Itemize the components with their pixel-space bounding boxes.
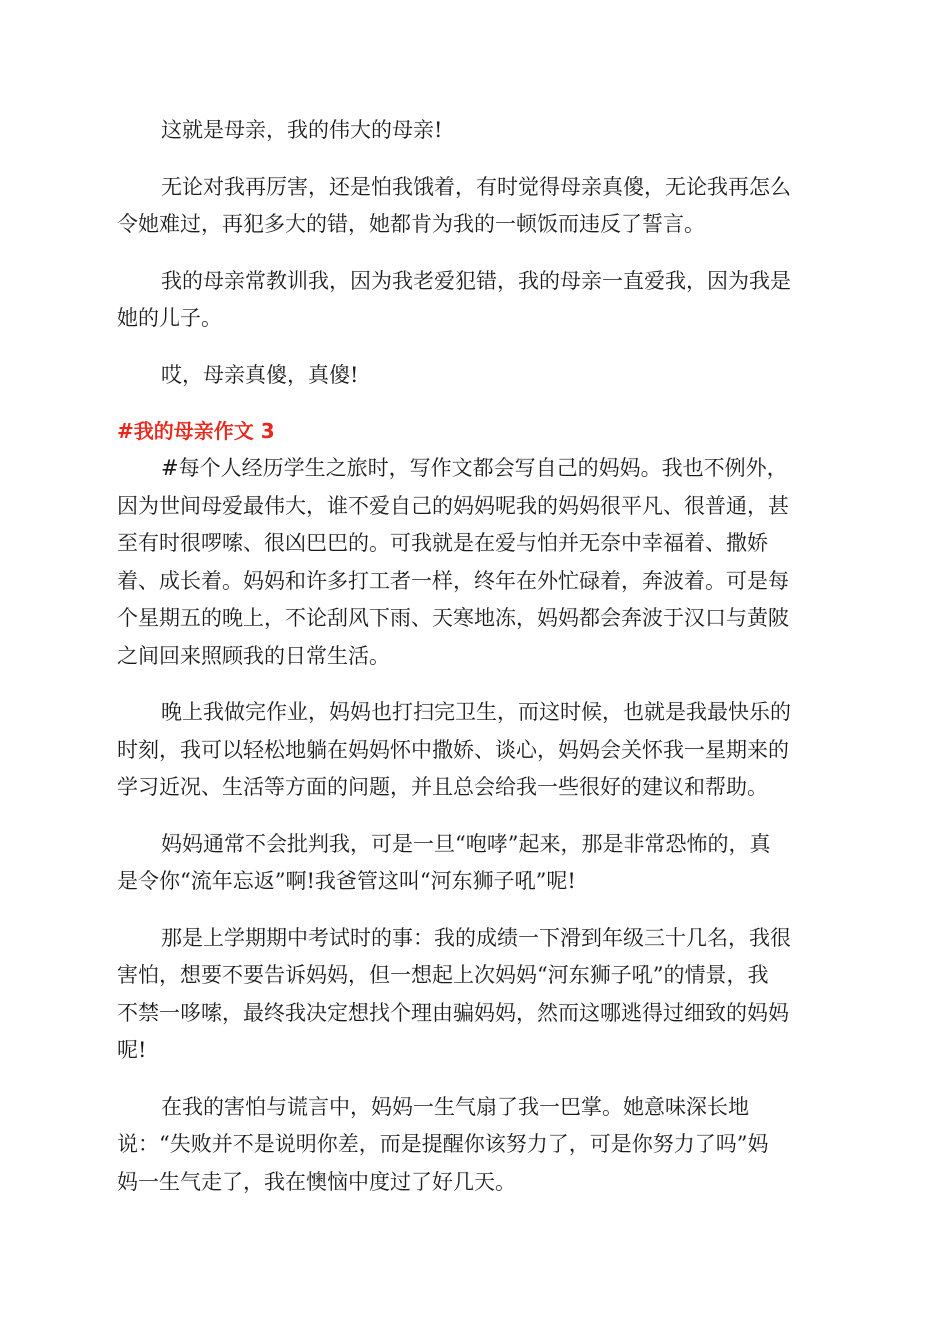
text-line: 她的儿子。 (117, 306, 222, 330)
text-line: 这就是母亲，我的伟大的母亲! (161, 118, 443, 142)
paragraph-2 (117, 169, 833, 244)
text-line: #每个人经历学生之旅时，写作文都会写自己的妈妈。我也不例外， (161, 456, 788, 480)
paragraph-1 (117, 112, 833, 150)
text-line: 个星期五的晚上，不论刮风下雨、天寒地冻，妈妈都会奔波于汉口与黄陂 (117, 606, 789, 630)
text-line: 晚上我做完作业，妈妈也打扫完卫生，而这时候，也就是我最快乐的 (161, 700, 791, 724)
text-line: 害怕，想要不要告诉妈妈，但一想起上次妈妈“河东狮子吼”的情景，我 (117, 963, 769, 987)
paragraph-4 (117, 357, 833, 395)
text-line: 我的母亲常教训我，因为我老爱犯错，我的母亲一直爱我，因为我是 (161, 268, 791, 293)
text-line: 在我的害怕与谎言中，妈妈一生气扇了我一巴掌。她意味深长地 (161, 1094, 749, 1119)
text-line: 是令你“流年忘返”啊!我爸管这叫“河东狮子吼”呢! (117, 869, 576, 893)
paragraph-5 (117, 450, 833, 675)
section-heading: #我的母亲作文 3 (117, 419, 275, 443)
text-line: 时刻，我可以轻松地躺在妈妈怀中撒娇、谈心，妈妈会关怀我一星期来的 (117, 737, 789, 762)
text-line: 令她难过，再犯多大的错，她都肯为我的一顿饭而违反了誓言。 (117, 212, 705, 236)
text-line: 着、成长着。妈妈和许多打工者一样，终年在外忙碌着，奔波着。可是每 (117, 568, 789, 593)
text-line: 妈妈通常不会批判我，可是一旦“咆哮”起来，那是非常恐怖的，真 (161, 831, 771, 856)
text-line: 之间回来照顾我的日常生活。 (117, 643, 390, 668)
paragraph-9 (117, 1089, 833, 1202)
text-line: 无论对我再厉害，还是怕我饿着，有时觉得母亲真傻，无论我再怎么 (161, 174, 791, 199)
paragraph-7 (117, 826, 833, 901)
document-content (117, 112, 833, 1220)
text-line: 呢! (117, 1038, 147, 1062)
text-line: 不禁一哆嗦，最终我决定想找个理由骗妈妈，然而这哪逃得过细致的妈妈 (117, 1000, 789, 1025)
paragraph-6 (117, 694, 833, 807)
text-line: 妈一生气走了，我在懊恼中度过了好几天。 (117, 1169, 516, 1194)
text-line: 那是上学期期中考试时的事：我的成绩一下滑到年级三十几名，我很 (161, 925, 791, 950)
paragraph-3 (117, 263, 833, 338)
text-line: 哎，母亲真傻，真傻! (161, 362, 359, 387)
text-line: 至有时很啰嗦、很凶巴巴的。可我就是在爱与怕并无奈中幸福着、撒娇 (117, 531, 768, 555)
text-line: 说：“失败并不是说明你差，而是提醒你该努力了，可是你努力了吗”妈 (117, 1132, 769, 1156)
text-line: 学习近况、生活等方面的问题，并且总会给我一些很好的建议和帮助。 (117, 775, 768, 799)
text-line: 因为世间母爱最伟大，谁不爱自己的妈妈呢我的妈妈很平凡、很普通，甚 (117, 493, 789, 518)
paragraph-8 (117, 920, 833, 1070)
